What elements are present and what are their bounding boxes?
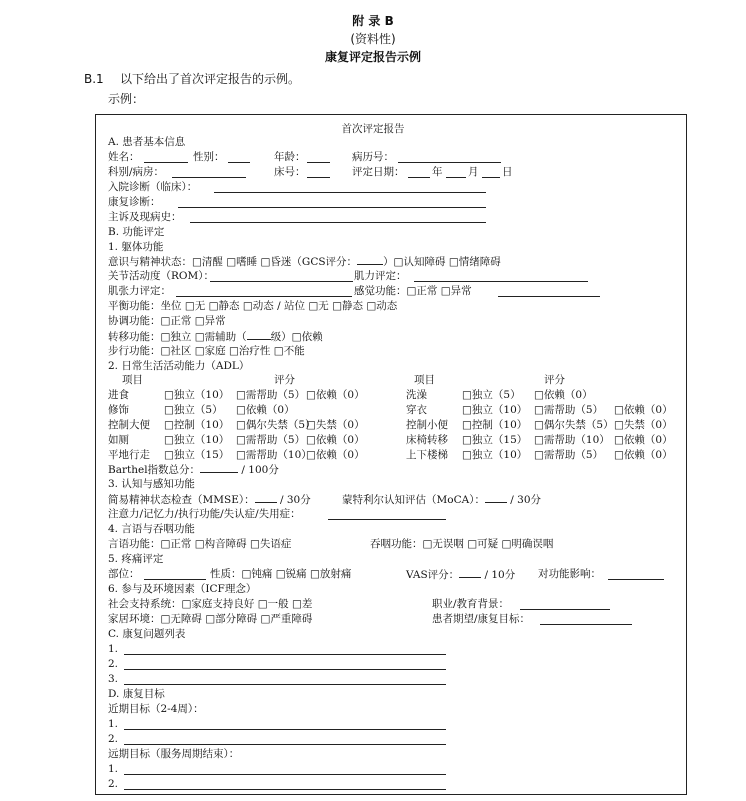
short-goal-1-field[interactable]	[124, 729, 446, 730]
adl-option-right[interactable]: □偶尔失禁（5）	[534, 419, 614, 431]
nature-line: 性质：□钝痛 □锐痛 □放射痛	[210, 568, 352, 580]
month-field[interactable]	[446, 177, 466, 178]
short-goal-2-field[interactable]	[124, 744, 446, 745]
adl-option-left[interactable]: □需帮助（5）	[236, 389, 306, 401]
label-site: 部位：	[108, 568, 140, 580]
adl-option-left[interactable]: □独立（10）	[164, 434, 230, 446]
adl-item-left: 控制大便	[108, 419, 150, 431]
adl-item-right: 上下楼梯	[406, 449, 448, 461]
adl-option-left[interactable]: □依赖（0）	[236, 404, 295, 416]
transfer-label: 转移功能：□独立 □需辅助（	[108, 331, 247, 343]
problem-2-field[interactable]	[124, 669, 446, 670]
muscle-field[interactable]	[414, 281, 588, 282]
label-rehab-dx: 康复诊断：	[108, 196, 161, 208]
moca-end: / 30分	[510, 494, 542, 506]
adl-option-right[interactable]: □独立（15）	[462, 434, 528, 446]
problem-2-label: 2.	[108, 658, 119, 670]
adl-col-score-left: 评分	[274, 374, 295, 386]
complaint-field[interactable]	[190, 222, 486, 223]
adl-option-right[interactable]: □依赖（0）	[614, 449, 673, 461]
mmse-line	[108, 492, 311, 507]
label-year: 年	[432, 166, 443, 178]
sensation-field[interactable]	[498, 296, 600, 297]
label-rom: 关节活动度（ROM）：	[108, 270, 215, 282]
adl-item-right: 床椅转移	[406, 434, 448, 446]
long-goal-2-field[interactable]	[124, 789, 446, 790]
body-function-heading: 1. 躯体功能	[108, 241, 164, 253]
barthel-label: Barthel指数总分：	[108, 464, 201, 476]
adl-option-right[interactable]: □需帮助（10）	[534, 434, 610, 446]
consciousness-label: 意识与精神状态：□清醒 □嗜睡 □昏迷（GCS评分：	[108, 256, 358, 268]
label-month: 月	[468, 166, 479, 178]
section-a-heading: A. 患者基本信息	[108, 136, 186, 148]
speech-heading: 4. 言语与吞咽功能	[108, 523, 195, 535]
label-admit-dx: 入院诊断（临床）：	[108, 181, 198, 193]
coordination-line: 协调功能：□正常 □异常	[108, 315, 226, 327]
short-goal-1-label: 1.	[108, 718, 119, 730]
section-number: B.1	[84, 72, 104, 86]
day-field[interactable]	[482, 177, 500, 178]
adl-item-left: 平地行走	[108, 449, 150, 461]
adl-option-left[interactable]: □偶尔失禁（5）	[236, 419, 316, 431]
adl-item-left: 进食	[108, 389, 129, 401]
record-no-field[interactable]	[398, 162, 501, 163]
rom-field[interactable]	[210, 281, 353, 282]
label-job: 职业/教育背景：	[432, 598, 510, 610]
transfer-line	[108, 329, 323, 344]
adl-item-right: 穿衣	[406, 404, 427, 416]
intro-text: 以下给出了首次评定报告的示例。	[120, 72, 301, 86]
vas-field[interactable]	[459, 567, 481, 578]
long-goal-1-field[interactable]	[124, 774, 446, 775]
section-c-heading: C. 康复问题列表	[108, 628, 186, 640]
adl-option-right[interactable]: □依赖（0）	[534, 389, 593, 401]
adl-option-left[interactable]: □独立（15）	[164, 449, 230, 461]
adl-item-left: 修饰	[108, 404, 129, 416]
barthel-end: / 100分	[241, 464, 279, 476]
sex-field[interactable]	[228, 162, 250, 163]
adl-col-item-left: 项目	[122, 374, 143, 386]
vas-line	[406, 567, 515, 582]
attention-field[interactable]	[328, 519, 446, 520]
problem-1-label: 1.	[108, 643, 119, 655]
adl-item-left: 如厕	[108, 434, 129, 446]
moca-field[interactable]	[485, 492, 507, 503]
adl-option-left[interactable]: □需帮助（5）	[236, 434, 306, 446]
moca-line	[342, 492, 541, 507]
gcs-field[interactable]	[357, 254, 383, 265]
bed-field[interactable]	[307, 177, 330, 178]
adl-option-right[interactable]: □独立（5）	[462, 389, 521, 401]
walking-line: 步行功能：□社区 □家庭 □治疗性 □不能	[108, 345, 305, 357]
adl-col-score-right: 评分	[544, 374, 565, 386]
adl-option-right[interactable]: □控制（10）	[462, 419, 528, 431]
tone-field[interactable]	[176, 296, 352, 297]
example-label: 示例：	[108, 92, 145, 106]
transfer-end: 级）□依赖	[270, 331, 323, 343]
label-name: 姓名：	[108, 151, 140, 163]
age-field[interactable]	[307, 162, 330, 163]
mmse-label: 简易精神状态检查（MMSE）：	[108, 494, 255, 506]
section-d-heading: D. 康复目标	[108, 688, 165, 700]
long-goal-2-label: 2.	[108, 778, 119, 790]
admit-dx-field[interactable]	[214, 192, 486, 193]
appendix-heading: 康复评定报告示例	[324, 50, 421, 64]
label-record-no: 病历号：	[352, 151, 394, 163]
short-goal-label: 近期目标（2-4周）：	[108, 703, 204, 715]
adl-option-left[interactable]: □依赖（0）	[306, 449, 365, 461]
dept-field[interactable]	[172, 177, 246, 178]
adl-col-item-right: 项目	[414, 374, 435, 386]
problem-3-field[interactable]	[124, 684, 446, 685]
label-dept: 科别/病房：	[108, 166, 165, 178]
label-day: 日	[502, 166, 513, 178]
year-field[interactable]	[408, 177, 430, 178]
adl-option-right[interactable]: □失禁（0）	[614, 419, 673, 431]
pain-heading: 5. 疼痛评定	[108, 553, 164, 565]
label-complaint: 主诉及现病史：	[108, 211, 182, 223]
adl-option-left[interactable]: □依赖（0）	[306, 389, 365, 401]
goal-field[interactable]	[540, 624, 632, 625]
consciousness-line	[108, 254, 501, 269]
adl-option-right[interactable]: □独立（10）	[462, 449, 528, 461]
section-b-heading: B. 功能评定	[108, 226, 165, 238]
label-sex: 性别：	[193, 151, 225, 163]
adl-option-left[interactable]: □独立（10）	[164, 389, 230, 401]
adl-option-right[interactable]: □依赖（0）	[614, 434, 673, 446]
label-muscle: 肌力评定：	[354, 270, 407, 282]
job-field[interactable]	[520, 609, 610, 610]
short-goal-2-label: 2.	[108, 733, 119, 745]
report-title: 首次评定报告	[341, 123, 405, 135]
adl-option-left[interactable]: □独立（5）	[164, 404, 223, 416]
consciousness-end: ）□认知障碍 □情绪障碍	[383, 256, 501, 268]
label-impact: 对功能影响：	[538, 568, 601, 580]
adl-option-left[interactable]: □需帮助（10）	[236, 449, 312, 461]
moca-label: 蒙特利尔认知评估（MoCA）：	[342, 494, 485, 506]
barthel-line	[108, 462, 279, 477]
vas-label: VAS评分：	[406, 569, 460, 581]
problem-3-label: 3.	[108, 673, 119, 685]
sensation-label: 感觉功能：□正常 □异常	[354, 285, 472, 297]
adl-option-left[interactable]: □依赖（0）	[306, 434, 365, 446]
home-line: 家居环境：□无障碍 □部分障碍 □严重障碍	[108, 613, 313, 625]
adl-option-right[interactable]: □独立（10）	[462, 404, 528, 416]
adl-option-left[interactable]: □失禁（0）	[306, 419, 365, 431]
transfer-level-field[interactable]	[247, 329, 271, 340]
appendix-subtitle: (资料性)	[350, 32, 396, 46]
vas-end: / 10分	[484, 569, 516, 581]
adl-option-right[interactable]: □依赖（0）	[614, 404, 673, 416]
adl-item-right: 控制小便	[406, 419, 448, 431]
appendix-title: 附 录 B	[352, 14, 394, 28]
barthel-field[interactable]	[200, 462, 238, 473]
adl-heading: 2. 日常生活活动能力（ADL）	[108, 360, 250, 372]
label-eval-date: 评定日期：	[352, 166, 405, 178]
rehab-dx-field[interactable]	[178, 207, 486, 208]
icf-heading: 6. 参与及环境因素（ICF理念）	[108, 583, 257, 595]
adl-option-right[interactable]: □需帮助（5）	[534, 404, 604, 416]
label-goal: 患者期望/康复目标：	[432, 613, 531, 625]
label-tone: 肌张力评定：	[108, 285, 171, 297]
social-line: 社会支持系统：□家庭支持良好 □一般 □差	[108, 598, 313, 610]
long-goal-1-label: 1.	[108, 763, 119, 775]
long-goal-label: 远期目标（服务周期结束）：	[108, 748, 240, 760]
impact-field[interactable]	[608, 579, 664, 580]
mmse-field[interactable]	[255, 492, 277, 503]
adl-item-right: 洗澡	[406, 389, 427, 401]
problem-1-field[interactable]	[124, 654, 446, 655]
swallow-line: 吞咽功能：□无误咽 □可疑 □明确误咽	[370, 538, 554, 550]
attention-label: 注意力/记忆力/执行功能/失认症/失用症：	[108, 508, 301, 520]
cognition-heading: 3. 认知与感知功能	[108, 478, 195, 490]
speech-line: 言语功能：□正常 □构音障碍 □失语症	[108, 538, 292, 550]
adl-option-left[interactable]: □控制（10）	[164, 419, 230, 431]
adl-option-right[interactable]: □需帮助（5）	[534, 449, 604, 461]
label-age: 年龄：	[274, 151, 306, 163]
name-field[interactable]	[144, 162, 188, 163]
balance-line: 平衡功能：坐位 □无 □静态 □动态 / 站位 □无 □静态 □动态	[108, 300, 398, 312]
site-field[interactable]	[144, 579, 206, 580]
mmse-end: / 30分	[279, 494, 311, 506]
label-bed: 床号：	[274, 166, 306, 178]
